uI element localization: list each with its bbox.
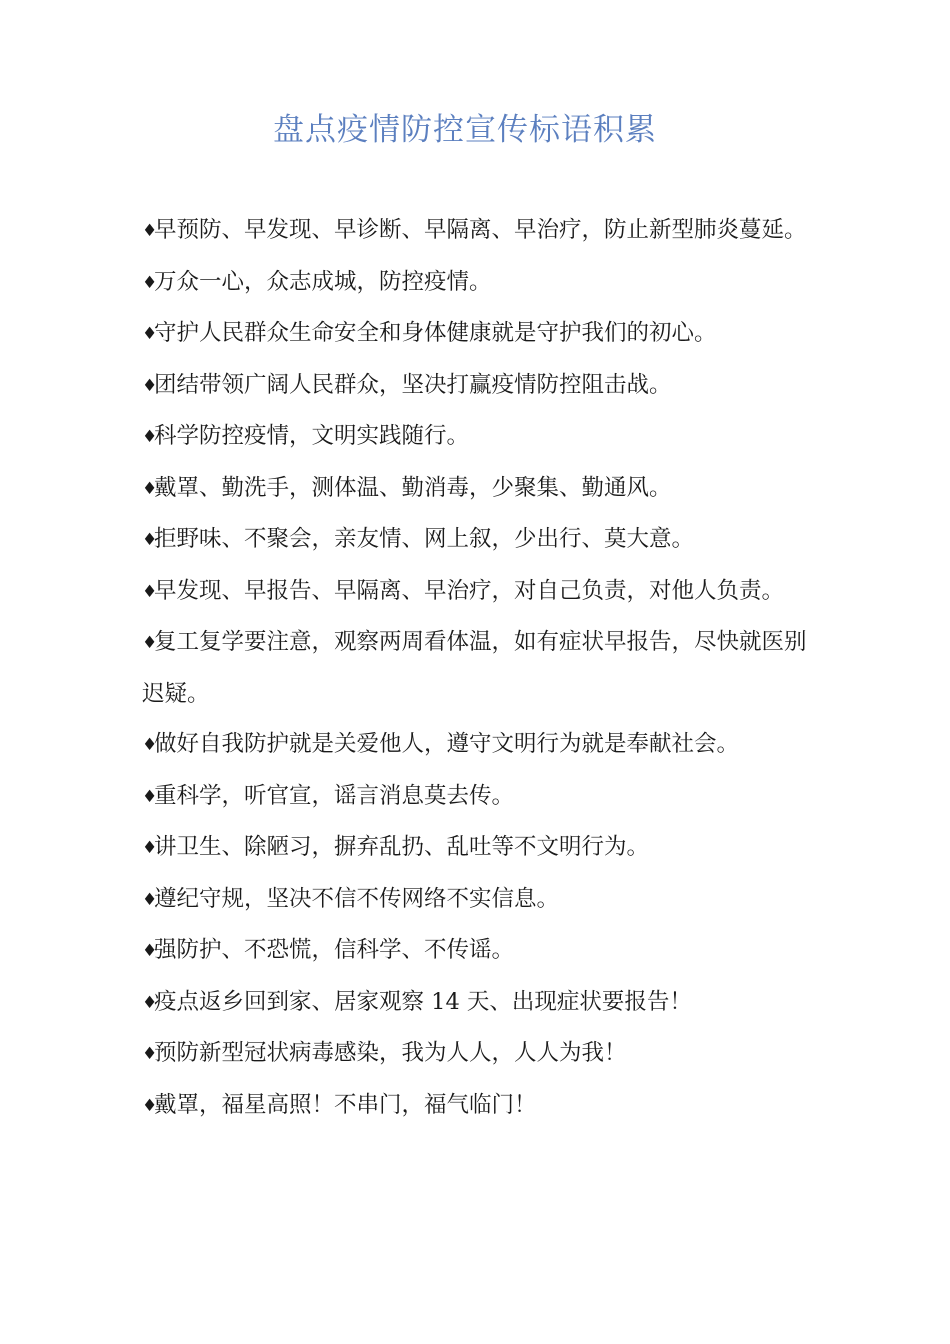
diamond-bullet-icon: ♦ [142,478,158,499]
diamond-bullet-icon: ♦ [142,1095,158,1116]
slogan-text: 预防新型冠状病毒感染，我为人人，人人为我！ [154,1040,627,1066]
slogan-item [142,822,818,874]
slogan-item [142,617,818,719]
diamond-bullet-icon: ♦ [142,1044,158,1064]
slogan-item [142,1028,818,1080]
slogan-item [142,874,818,926]
slogan-item [142,308,818,360]
slogan-text: 戴罩、勤洗手，测体温、勤消毒，少聚集、勤通风。 [154,474,672,501]
slogan-text: 拒野味、不聚会，亲友情、网上叙，少出行、莫大意。 [154,526,695,552]
slogan-text: 早预防、早发现、早诊断、早隔离、早治疗，防止新型肺炎蔓延。 [154,217,807,243]
slogan-item [142,360,818,412]
slogan-item [142,1080,818,1132]
slogan-text: 万众一心，众志成城，防控疫情。 [154,268,492,295]
slogan-item [142,411,818,463]
diamond-bullet-icon: ♦ [142,272,158,293]
diamond-bullet-icon: ♦ [142,427,158,447]
diamond-bullet-icon: ♦ [142,324,158,344]
diamond-bullet-icon: ♦ [142,221,158,241]
diamond-bullet-icon: ♦ [142,530,158,550]
document-title: 盘点疫情防控宣传标语积累 [273,112,657,148]
slogan-item [142,205,818,257]
diamond-bullet-icon: ♦ [142,581,158,602]
slogan-text: 遵纪守规，坚决不信不传网络不实信息。 [154,885,560,912]
slogan-text: 讲卫生、除陋习，摒弃乱扔、乱吐等不文明行为。 [154,834,650,860]
slogan-text: 戴罩，福星高照！不串门，福气临门！ [154,1091,537,1118]
diamond-bullet-icon: ♦ [142,941,158,961]
slogan-text: 疫点返乡回到家、居家观察 14 天、出现症状要报告！ [154,988,692,1015]
diamond-bullet-icon: ♦ [142,992,158,1013]
diamond-bullet-icon: ♦ [142,375,158,396]
slogan-text: 复工复学要注意，观察两周看体温，如有症状早报告，尽快就医别迟疑。 [142,629,807,707]
slogan-list [142,205,818,1131]
diamond-bullet-icon: ♦ [142,889,158,910]
slogan-text: 团结带领广阔人民群众，坚决打赢疫情防控阻击战。 [154,371,672,398]
slogan-text: 做好自我防护就是关爱他人，遵守文明行为就是奉献社会。 [154,731,740,757]
slogan-text: 重科学，听官宣，谣言消息莫去传。 [154,782,515,809]
diamond-bullet-icon: ♦ [142,735,158,755]
slogan-item [142,514,818,566]
slogan-item [142,463,818,515]
slogan-text: 科学防控疫情，文明实践随行。 [154,423,470,449]
slogan-text: 强防护、不恐慌，信科学、不传谣。 [154,937,515,963]
slogan-item [142,566,818,618]
slogan-item [142,925,818,977]
slogan-item [142,719,818,771]
slogan-item [142,977,818,1029]
slogan-text: 守护人民群众生命安全和身体健康就是守护我们的初心。 [154,320,717,346]
diamond-bullet-icon: ♦ [142,838,158,858]
diamond-bullet-icon: ♦ [142,633,158,653]
slogan-text: 早发现、早报告、早隔离、早治疗，对自己负责，对他人负责。 [154,577,785,604]
diamond-bullet-icon: ♦ [142,786,158,807]
slogan-item [142,771,818,823]
slogan-item [142,257,818,309]
